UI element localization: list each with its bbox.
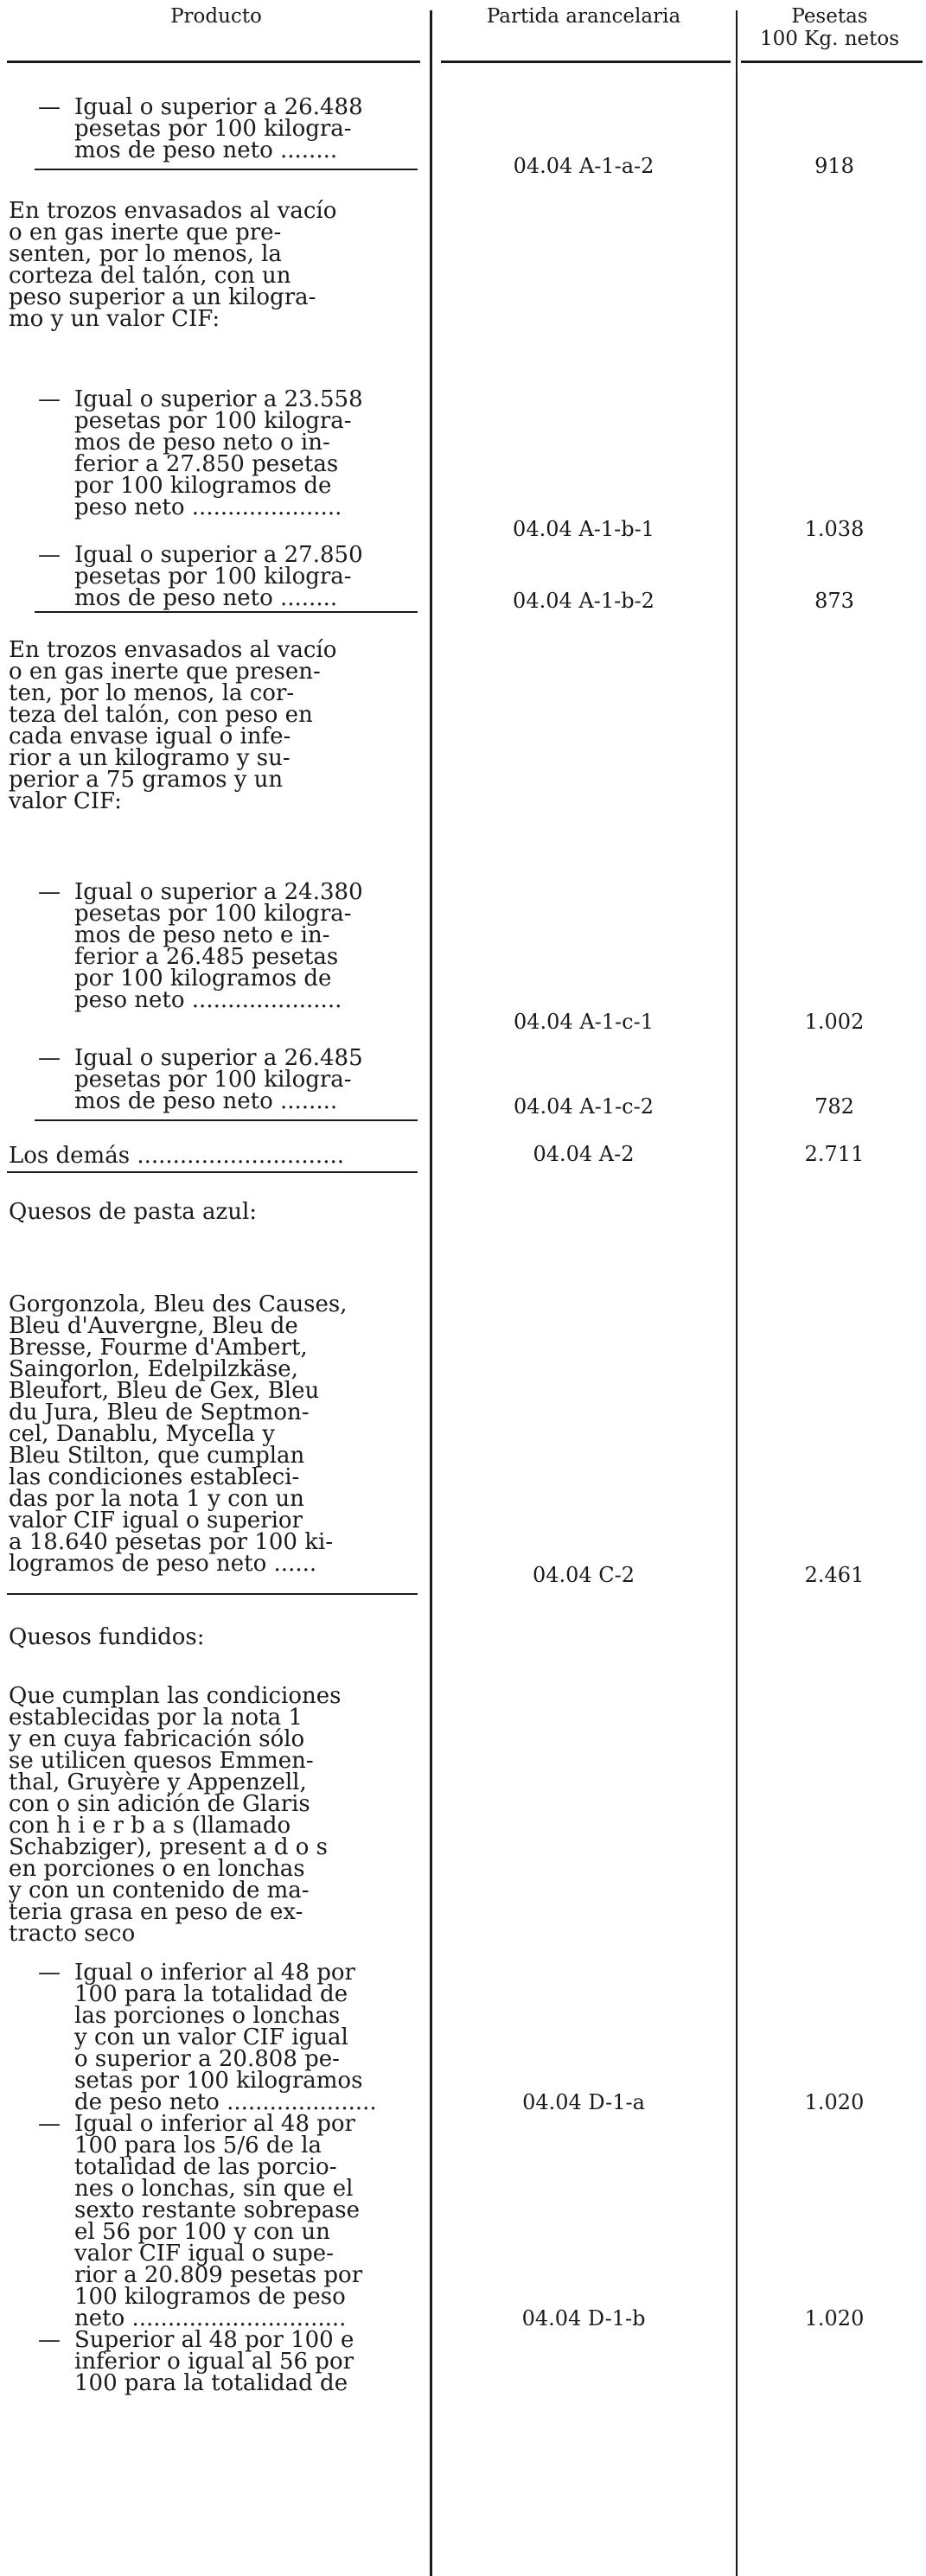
dash-marker: — (38, 386, 61, 412)
dash-marker: — (38, 1960, 61, 1986)
entry-text: Gorgonzola, Bleu des Causes, Bleu d'Auvergne, Bleu de Bresse, Fourme d'Ambert, Saingorlon, Edelpilzkäse, Bleufort, Bleu de Gex, Bleu du Jura, Bleu de Septmon- cel, Danablu, Mycella y Bleu Stilton, que cumplan las condiciones estableci- das por la nota 1 y con un valor CIF igual o superior a 18.640 pesetas por 100 ki- logramos de peso neto ...... (9, 1291, 348, 1577)
entry-text: Los demás ............................. (9, 1143, 344, 1169)
entry-text: Quesos fundidos: (9, 1624, 205, 1650)
tariff-code: 04.04 A-1-a-2 (513, 154, 655, 178)
tariff-code: 04.04 D-1-a (522, 2090, 645, 2114)
price-value: 918 (814, 154, 854, 178)
price-value: 873 (814, 589, 854, 613)
entry-underline (7, 1171, 418, 1173)
dash-marker: — (38, 1045, 61, 1071)
entry-underline (35, 169, 418, 170)
dash-marker: — (38, 2111, 61, 2137)
price-value: 2.461 (804, 1563, 865, 1587)
tariff-code: 04.04 A-2 (533, 1142, 635, 1166)
column-divider-left (430, 10, 432, 2576)
dash-marker: — (38, 879, 61, 905)
price-value: 1.002 (804, 1010, 865, 1034)
entry-underline (35, 611, 418, 613)
price-value: 1.020 (804, 2090, 865, 2114)
column-header-producto: Producto (170, 5, 262, 28)
entry-text: En trozos envasados al vacío o en gas inerte que presen- ten, por lo menos, la cor- teza del talón, con peso en cada envase igual o infe- rior a un kilogramo y su- perior a 75 gramos y un valor CIF: (9, 637, 337, 814)
entry-underline (35, 1119, 418, 1121)
entry-text: Igual o superior a 26.485 pesetas por 100 kilogra- mos de peso neto ........ (74, 1045, 363, 1114)
entry-text: Igual o superior a 23.558 pesetas por 100 kilogra- mos de peso neto o in- ferior a 27.850 pesetas por 100 kilogramos de peso neto ..................... (74, 386, 363, 520)
dash-marker: — (38, 94, 61, 120)
entry-text: Igual o superior a 24.380 pesetas por 100 kilogra- mos de peso neto e in- ferior a 26.485 pesetas por 100 kilogramos de peso neto ..................... (74, 879, 363, 1013)
price-value: 782 (814, 1094, 854, 1119)
price-value: 2.711 (804, 1142, 865, 1166)
header-rule-producto (7, 61, 420, 63)
tariff-code: 04.04 D-1-b (521, 2306, 646, 2331)
column-divider-right (736, 10, 738, 2576)
price-value: 1.038 (804, 517, 865, 541)
entry-text: Superior al 48 por 100 e inferior o igual al 56 por 100 para la totalidad de (74, 2327, 354, 2396)
column-header-pesetas (737, 5, 923, 50)
column-header-partida: Partida arancelaria (486, 5, 681, 28)
pesetas-header-line2: 100 Kg. netos (759, 28, 900, 50)
price-value: 1.020 (804, 2306, 865, 2331)
tariff-code: 04.04 A-1-b-1 (513, 517, 655, 541)
entry-text: Igual o inferior al 48 por 100 para los 5/6 de la totalidad de las porcio- nes o lonchas, sin que el sexto restante sobrepase el 56 por 100 y con un valor CIF igual o supe- rior a 20.809 pesetas por 100 kilogramos de peso neto .............................. (74, 2111, 363, 2331)
tariff-code: 04.04 A-1-c-1 (514, 1010, 654, 1034)
entry-text: Igual o superior a 27.850 pesetas por 100 kilogra- mos de peso neto ........ (74, 542, 363, 611)
header-rule-pesetas (741, 61, 923, 63)
entry-text: Quesos de pasta azul: (9, 1199, 258, 1225)
entry-text: Que cumplan las condiciones establecidas por la nota 1 y en cuya fabricación sólo se utilicen quesos Emmen- thal, Gruyère y Appenzell, con o sin adición de Glaris con h i e r b a s (llamado Schabziger), present a d o s en porciones o en lonchas y con un contenido de ma- teria grasa en peso de ex- tracto seco (9, 1683, 342, 1947)
entry-text: Igual o inferior al 48 por 100 para la totalidad de las porciones o lonchas y con un valor CIF igual o superior a 20.808 pe- setas por 100 kilogramos de peso neto ..................... (74, 1960, 377, 2115)
tariff-code: 04.04 C-2 (532, 1563, 635, 1587)
dash-marker: — (38, 2327, 61, 2353)
dash-marker: — (38, 542, 61, 568)
tariff-code: 04.04 A-1-b-2 (513, 589, 655, 613)
header-rule-partida (441, 61, 731, 63)
entry-text: Igual o superior a 26.488 pesetas por 100 kilogra- mos de peso neto ........ (74, 94, 363, 163)
tariff-code: 04.04 A-1-c-2 (514, 1094, 654, 1119)
entry-text: En trozos envasados al vacío o en gas inerte que pre- senten, por lo menos, la corteza del talón, con un peso superior a un kilogra- mo y un valor CIF: (9, 198, 337, 332)
pesetas-header-line1: Pesetas (791, 5, 868, 28)
entry-underline (7, 1593, 418, 1595)
